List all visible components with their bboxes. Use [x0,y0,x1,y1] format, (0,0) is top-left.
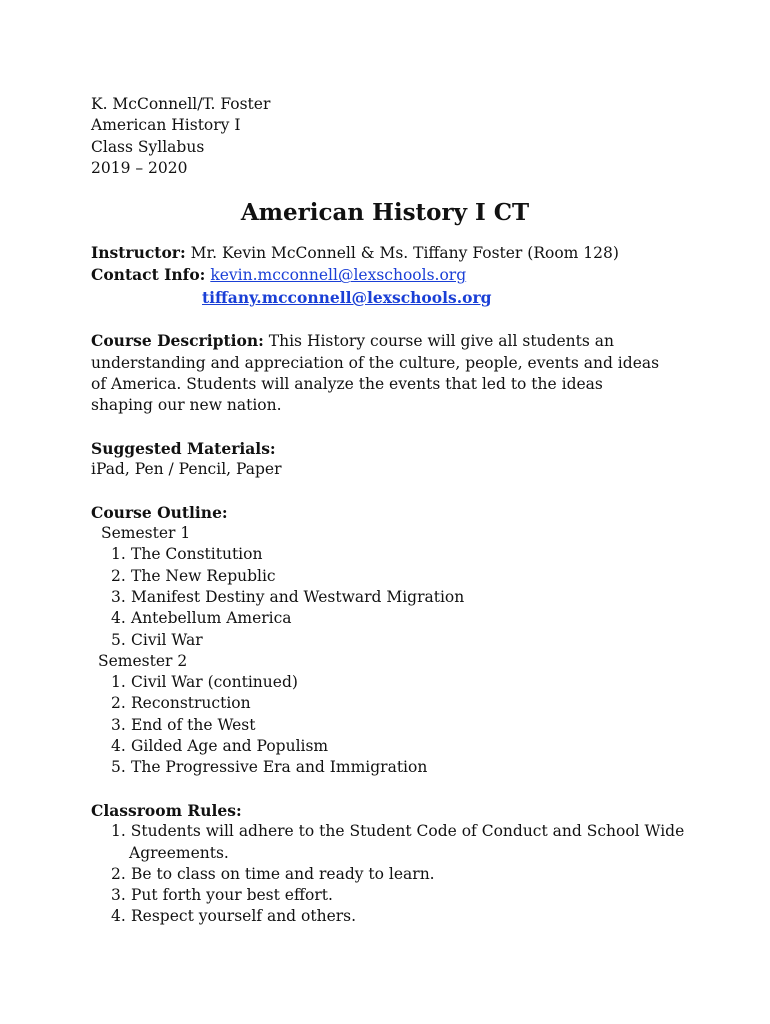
page-title: American History I CT [240,199,530,227]
list-item-continuation: Agreements. [129,843,229,862]
outline-label: Course Outline: [91,502,228,522]
email-link-tiffany[interactable]: tiffany.mcconnell@lexschools.org [202,287,492,307]
course-description [91,330,666,416]
materials-label: Suggested Materials: [91,438,276,458]
semester-2-heading: Semester 2 [98,651,188,670]
contact-line-2 [91,287,731,309]
list-item: 2. The New Republic [111,566,276,585]
description-label: Course Description: [91,331,264,351]
description-text: This History course will give all students an understanding and appreciation of the culture, people, events and ideas of America. Students will analyze the events that led to the ideas shaping our new nation. [91,332,660,415]
list-item: 4. Gilded Age and Populism [111,737,329,756]
header-block [91,94,731,179]
list-item: 1. Civil War (continued) [111,673,298,692]
header-course: American History I [91,116,241,135]
materials-text: iPad, Pen / Pencil, Paper [91,460,282,479]
list-item: 1. The Constitution [111,545,263,564]
list-item: 3. End of the West [111,715,256,734]
list-item: 3. Put forth your best effort. [111,886,333,905]
contact-label: Contact Info: [91,265,206,285]
list-item: 1. Students will adhere to the Student Code of Conduct and School Wide [111,822,685,841]
rules-label: Classroom Rules: [91,800,242,820]
syllabus-page [91,94,731,928]
list-item: 2. Be to class on time and ready to learn. [111,864,435,883]
email-link-kevin[interactable]: kevin.mcconnell@lexschools.org [210,266,467,285]
semester-1-list [91,544,731,650]
list-item: 4. Antebellum America [111,609,292,628]
header-school-year: 2019 – 2020 [91,158,188,177]
instructor-line [91,242,731,264]
list-item: 5. The Progressive Era and Immigration [111,758,428,777]
instructor-label: Instructor: [91,243,186,263]
header-teachers: K. McConnell/T. Foster [91,95,271,113]
instructor-value: Mr. Kevin McConnell & Ms. Tiffany Foster (Room 128) [190,244,619,263]
rules-list [91,821,731,927]
list-item: 5. Civil War [111,630,203,649]
list-item: 4. Respect yourself and others. [111,907,357,926]
semester-1-heading: Semester 1 [101,524,191,543]
list-item: 2. Reconstruction [111,694,251,713]
header-doc-type: Class Syllabus [91,137,205,156]
list-item: 3. Manifest Destiny and Westward Migration [111,587,465,606]
contact-line [91,264,731,286]
semester-2-list [91,672,731,778]
